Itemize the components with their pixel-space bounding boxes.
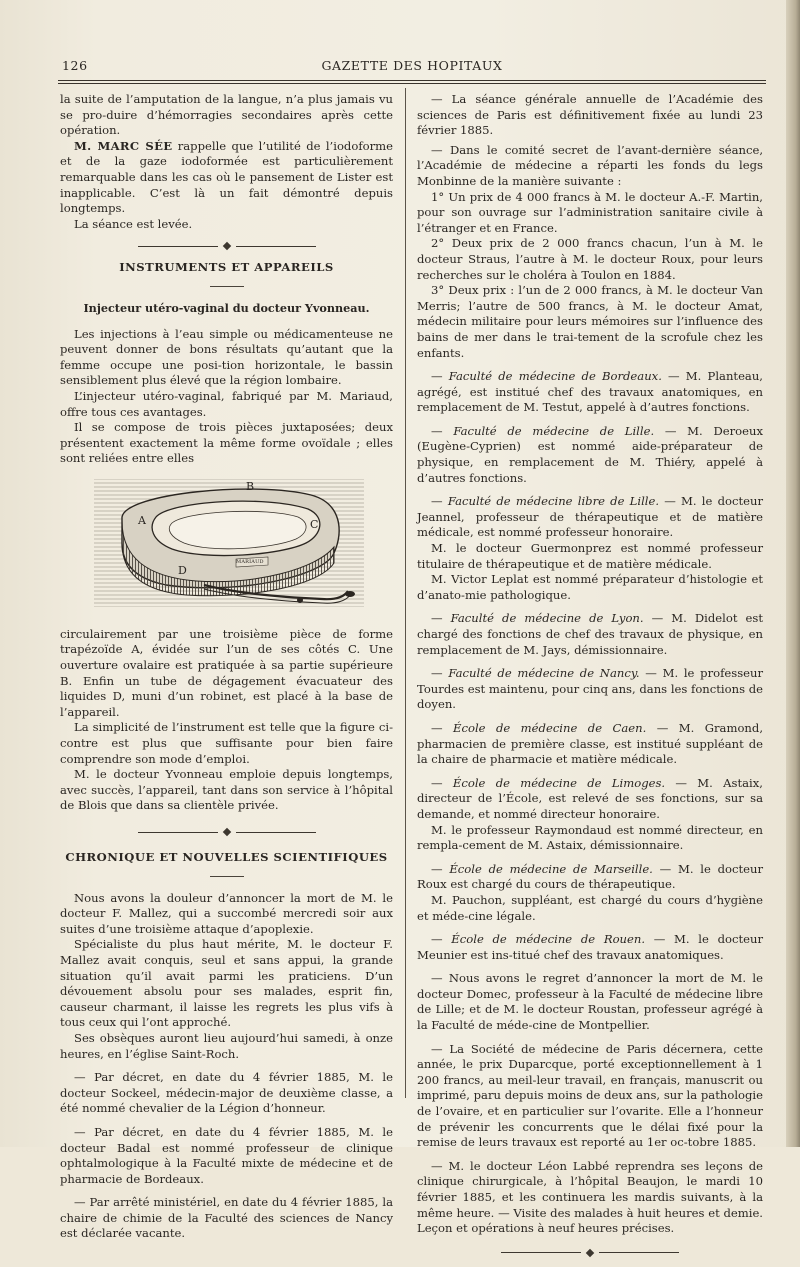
institution-name: Faculté de médecine de Nancy. <box>448 666 640 681</box>
paragraph-text: rappelle que l’utilité de l’iodoforme et de la gaze iodoformée est particulièrement remarquable dans les cas où le pansement de Lister est inapplicable. C’est là un fait démontré depuis longtemps. <box>60 138 393 216</box>
short-rule <box>210 286 244 287</box>
right-column <box>417 92 763 1267</box>
header-rule-bottom <box>58 83 766 84</box>
figure-label-d: D <box>178 563 187 577</box>
paragraph: — La Société de médecine de Paris décernera, cette année, le prix Duparcque, porté exceptionnellement à 1 200 francs, au meil-leur travail, en français, manuscrit ou imprimé, paru depuis moins de deux ans, sur la pathologie de l’ovaire, et en particulier sur l’ovarite. Elle a l’honneur de prévenir les concurrents que le délai fixé pour la remise de leurs travaux est reporté au 1er oc-tobre 1885. <box>417 1041 763 1150</box>
ornament-divider <box>60 242 393 250</box>
institution-name: Faculté de médecine de Bordeaux. <box>448 369 662 384</box>
paragraph: — Faculté de médecine libre de Lille. — M. le docteur Jeannel, professeur de thérapeutique et de matière médicale, est nommé professeur honoraire. <box>417 494 764 540</box>
paragraph: Nous avons la douleur d’annoncer la mort de M. le docteur F. Mallez, qui a succombé mercredi soir aux suites d’une troisième attaque d’apoplexie. <box>60 890 393 936</box>
paragraph: 1° Un prix de 4 000 francs à M. le docteur A.-F. Martin, pour son ouvrage sur l’administration sanitaire civile à l’étranger et en France. <box>417 189 763 235</box>
ornament-divider <box>60 828 393 836</box>
paragraph: — Faculté de médecine de Nancy. — M. le professeur Tourdes est maintenu, pour cinq ans, dans les fonctions de doyen. <box>417 666 764 712</box>
short-rule <box>210 876 244 877</box>
paragraph: — La séance générale annuelle de l’Académie des sciences de Paris est définitivement fixée au lundi 23 février 1885. <box>417 92 763 138</box>
figure-maker-mark: MARIAUD <box>236 558 264 565</box>
section-title-chronique: CHRONIQUE ET NOUVELLES SCIENTIFIQUES <box>65 850 388 864</box>
ornament-divider <box>417 1249 763 1257</box>
page-header <box>58 58 766 78</box>
paragraph: — École de médecine de Caen. — M. Gramond, pharmacien de première classe, est institué suppléant de la chaire de pharmacie et matière médicale. <box>417 720 763 767</box>
article-title-injecteur: Injecteur utéro-vaginal du docteur Yvonneau. <box>83 300 370 315</box>
page-number: 126 <box>62 58 88 73</box>
section-title-instruments: INSTRUMENTS ET APPAREILS <box>119 260 334 275</box>
institution-name: École de médecine de Marseille. <box>449 861 653 876</box>
paragraph: — M. le docteur Léon Labbé reprendra ses leçons de clinique chirurgicale, à l’hôpital Beaujon, le mardi 10 février 1885, et les continuera les mardis suivants, à la même heure. — Visite des malades à huit heures et demie. Leçon et opérations à neuf heures précises. <box>417 1158 763 1236</box>
paragraph: M. le docteur Guermonprez est nommé professeur titulaire de thérapeutique et de matière médicale. <box>417 541 763 571</box>
institution-name: Faculté de médecine libre de Lille. <box>447 494 660 509</box>
institution-name: Faculté de médecine de Lille. <box>453 423 655 438</box>
figure-label-b: B <box>246 479 255 493</box>
paragraph: — Faculté de médecine de Bordeaux. — M. Planteau, agrégé, est institué chef des travaux anatomiques, en remplacement de M. Testut, appelé à d’autres fonctions. <box>417 369 763 415</box>
institution-name: Faculté de médecine de Lyon. <box>450 611 644 626</box>
paragraph: — Par arrêté ministériel, en date du 4 février 1885, la chaire de chimie de la Faculté des sciences de Nancy est déclarée vacante. <box>60 1195 393 1241</box>
column-divider <box>405 88 406 1098</box>
paragraph: La simplicité de l’instrument est telle que la figure ci-contre est plus que suffisante pour bien faire comprendre son mode d’emploi. <box>60 720 393 766</box>
paragraph: Spécialiste du plus haut mérite, M. le docteur F. Mallez avait conquis, seul et sans appui, la grande situation qu’il avait parmi les praticiens. D’un dévouement absolu pour ses malades, esprit fin, causeur charmant, il laisse les regrets les plus vifs à tous ceux qui l’ont approché. <box>60 937 393 1030</box>
speaker-name: M. MARC SÉE <box>74 138 173 153</box>
paragraph: — Faculté de médecine de Lyon. — M. Didelot est chargé des fonctions de chef des travaux de physique, en remplacement de M. Jays, démissionnaire. <box>417 611 763 657</box>
paragraph: — Par décret, en date du 4 février 1885, M. le docteur Sockeel, médecin-major de deuxième classe, a été nommé chevalier de la Légion d’honneur. <box>60 1070 393 1116</box>
paragraph: Les injections à l’eau simple ou médicamenteuse ne peuvent donner de bons résultats qu’autant que la femme occupe une posi-tion horizontale, le bassin sensiblement plus élevé que la région lombaire. <box>60 326 393 388</box>
institution-name: École de médecine de Rouen. <box>451 932 646 947</box>
paragraph: M. Victor Leplat est nommé préparateur d’histologie et d’anato-mie pathologique. <box>417 572 763 602</box>
paragraph: 2° Deux prix de 2 000 francs chacun, l’un à M. le docteur Straus, l’autre à M. le docteur Roux, pour leurs recherches sur le choléra à Toulon en 1884. <box>417 236 763 282</box>
paragraph: L’injecteur utéro-vaginal, fabriqué par M. Mariaud, offre tous ces avantages. <box>60 388 393 419</box>
paragraph: circulairement par une troisième pièce de forme trapézoïde A, évidée sur l’un de ses côtés C. Une ouverture ovalaire est pratiquée à sa partie supérieure B. Enfin un tube de dégagement évacuateur des liquides D, muni d’un robinet, est placé à la base de l’appareil. <box>60 626 393 719</box>
paragraph: — Par décret, en date du 4 février 1885, M. le docteur Badal est nommé professeur de clinique ophtalmologique à la Faculté mixte de médecine et de pharmacie de Bordeaux. <box>60 1124 393 1186</box>
page-binding-edge <box>786 0 800 1147</box>
journal-title: GAZETTE DES HOPITAUX <box>321 58 503 73</box>
paragraph: — École de médecine de Marseille. — M. le docteur Roux est chargé du cours de thérapeutique. <box>417 861 763 892</box>
figure-label-c: C <box>310 517 319 531</box>
paragraph: 3° Deux prix : l’un de 2 000 francs, à M. le docteur Van Merris; l’autre de 500 francs, à M. le docteur Amat, médecin militaire pour leurs mémoires sur l’influence des bains de mer dans le trai-tement de la scrofule chez les enfants. <box>417 283 763 360</box>
left-column <box>60 92 393 1242</box>
figure-label-a: A <box>138 513 146 527</box>
paragraph: M. Pauchon, suppléant, est chargé du cours d’hygiène et méde-cine légale. <box>417 892 763 923</box>
paragraph: Ses obsèques auront lieu aujourd’hui samedi, à onze heures, en l’église Saint-Roch. <box>60 1030 393 1061</box>
paragraph: M. le professeur Raymondaud est nommé directeur, en rempla-cement de M. Astaix, démissionnaire. <box>417 822 763 853</box>
paragraph: La séance est levée. <box>74 216 193 231</box>
paragraph: la suite de l’amputation de la langue, n’a plus jamais vu se pro-duire d’hémorragies secondaires après cette opération. <box>60 92 393 138</box>
paragraph: — Nous avons le regret d’annoncer la mort de M. le docteur Domec, professeur à la Faculté de médecine libre de Lille; et de M. le docteur Roustan, professeur agrégé à la Faculté de méde-cine de Montpellier. <box>417 971 763 1033</box>
paragraph: M. le docteur Yvonneau emploie depuis longtemps, avec succès, l’appareil, tant dans son service à l’hôpital de Blois que dans sa clientèle privée. <box>60 767 393 813</box>
institution-name: École de médecine de Caen. <box>453 720 647 735</box>
paragraph: — Dans le comité secret de l’avant-dernière séance, l’Académie de médecine a réparti les fonds du legs Monbinne de la manière suivante : <box>417 142 763 188</box>
injecteur-illustration <box>86 473 376 621</box>
paragraph: Il se compose de trois pièces juxtaposées; deux présentent exactement la même forme ovoïdale ; elles sont reliées entre elles <box>60 420 393 466</box>
injecteur-figure <box>60 473 393 621</box>
paragraph <box>60 139 393 217</box>
paragraph: — Faculté de médecine de Lille. — M. Deroeux (Eugène-Cyprien) est nommé aide-préparateur de physique, en remplacement de M. Thiéry, appelé à d’autres fonctions. <box>417 423 763 485</box>
institution-name: École de médecine de Limoges. <box>452 775 666 790</box>
paragraph: — École de médecine de Limoges. — M. Astaix, directeur de l’École, est relevé de ses fonctions, sur sa demande, et nommé directeur honoraire. <box>417 775 763 821</box>
paragraph: — École de médecine de Rouen. — M. le docteur Meunier est ins-titué chef des travaux anatomiques. <box>417 932 764 962</box>
header-rule-top <box>58 80 766 81</box>
